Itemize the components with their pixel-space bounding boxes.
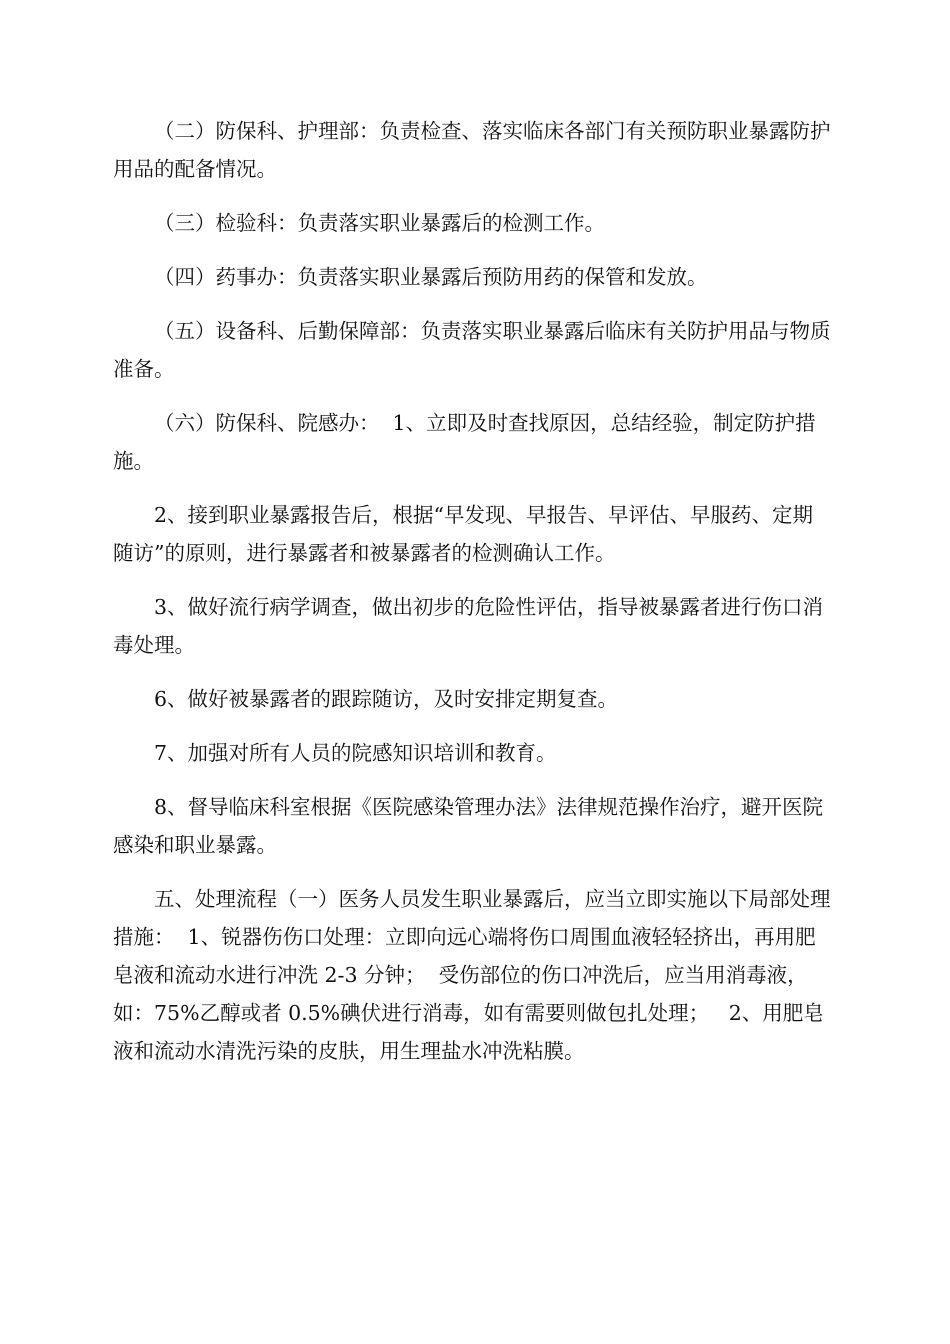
paragraph-pharmacy: （四）药事办：负责落实职业暴露后预防用药的保管和发放。 — [154, 265, 708, 289]
document-body — [113, 112, 833, 1086]
paragraph-item-2: 2、接到职业暴露报告后，根据“早发现、早报告、早评估、早服药、定期随访”的原则，进行暴露者和被暴露者的检测确认工作。 — [113, 503, 814, 565]
paragraph-item-3: 3、做好流行病学调查，做出初步的危险性评估，指导被暴露者进行伤口消毒处理。 — [113, 595, 824, 657]
paragraph-prevention-nursing: （二）防保科、护理部：负责检查、落实临床各部门有关预防职业暴露防护用品的配备情况。 — [113, 119, 831, 181]
paragraph-infection-control: （六）防保科、院感办： 1、立即及时查找原因，总结经验，制定防护措施。 — [113, 411, 816, 473]
paragraph-laboratory: （三）检验科：负责落实职业暴露后的检测工作。 — [154, 211, 605, 235]
paragraph-item-7: 7、加强对所有人员的院感知识培训和教育。 — [154, 741, 557, 765]
paragraph-item-6: 6、做好被暴露者的跟踪随访，及时安排定期复查。 — [154, 687, 619, 711]
paragraph-equipment-logistics: （五）设备科、后勤保障部：负责落实职业暴露后临床有关防护用品与物质准备。 — [113, 319, 831, 381]
paragraph-item-8: 8、督导临床科室根据《医院感染管理办法》法律规范操作治疗，避开医院感染和职业暴露。 — [113, 795, 824, 857]
paragraph-procedure: 五、处理流程（一）医务人员发生职业暴露后，应当立即实施以下局部处理措施： 1、锐器伤伤口处理：立即向远心端将伤口周围血液轻轻挤出，再用肥皂液和流动水进行冲洗 2-3 分钟； 受伤部位的伤口冲洗后，应当用消毒液，如：75%乙醇或者 0.5%碘伏进行消毒，如有需要则做包扎处理； 2、用肥皂液和流动水清洗污染的皮肤，用生理盐水冲洗粘膜。 — [113, 887, 831, 1063]
